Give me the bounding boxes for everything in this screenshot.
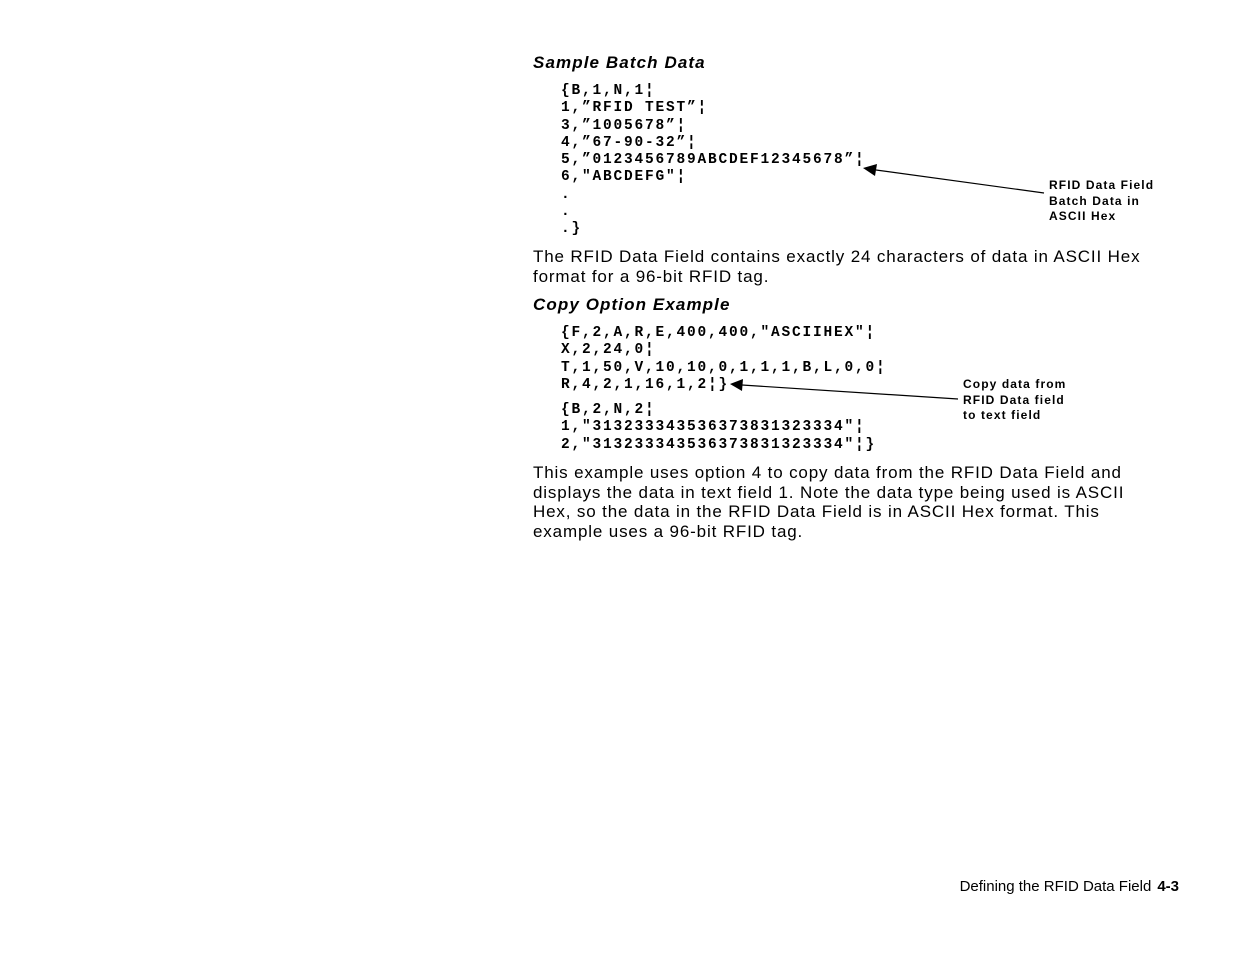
- code-line: .: [561, 186, 572, 203]
- code-line: .: [561, 204, 572, 221]
- code-line: 1,”RFID TEST”¦: [561, 100, 709, 117]
- callout-line: Batch Data in: [1049, 193, 1140, 208]
- callout-line: ASCII Hex: [1049, 209, 1117, 224]
- code-line: 6,"ABCDEFG"¦: [561, 169, 688, 186]
- code-line: R,4,2,1,16,1,2¦}: [561, 376, 730, 393]
- paragraph-line: Hex, so the data in the RFID Data Field is in ASCII Hex format. This: [533, 502, 1100, 522]
- code-line: T,1,50,V,10,10,0,1,1,1,B,L,0,0¦: [561, 359, 887, 376]
- code-line: 1,"313233343536373831323334"¦: [561, 419, 866, 436]
- code-line: 4,”67-90-32”¦: [561, 134, 698, 151]
- code-line: X,2,24,0¦: [561, 342, 656, 359]
- paragraph-line: format for a 96-bit RFID tag.: [533, 266, 770, 286]
- section-heading-sample-batch: Sample Batch Data: [533, 53, 706, 72]
- code-line: {B,2,N,2¦: [561, 402, 656, 418]
- callout-line: Copy data from: [963, 377, 1067, 391]
- section-heading-copy-option: Copy Option Example: [533, 295, 731, 314]
- page-footer: [960, 878, 1179, 895]
- code-line: 2,"313233343536373831323334"¦}: [561, 436, 877, 453]
- page-number: 4-3: [1157, 878, 1179, 895]
- arrow-copy-data: [730, 379, 958, 399]
- paragraph-line: example uses a 96-bit RFID tag.: [533, 522, 804, 542]
- paragraph-line: This example uses option 4 to copy data from the RFID Data Field and: [533, 463, 1122, 482]
- paragraph-line: displays the data in text field 1. Note the data type being used is ASCII: [533, 482, 1125, 502]
- code-line: 5,”0123456789ABCDEF12345678”¦: [561, 152, 866, 169]
- footer-title: Defining the RFID Data Field: [959, 878, 1152, 895]
- code-line: 3,”1005678”¦: [561, 117, 688, 134]
- callout-line: to text field: [963, 408, 1042, 423]
- paragraph-line: The RFID Data Field contains exactly 24 characters of data in ASCII Hex: [533, 247, 1141, 266]
- callout-line: RFID Data field: [963, 392, 1065, 407]
- code-line: .}: [561, 221, 583, 238]
- arrow-rfid-batch-data: [863, 164, 1044, 193]
- code-line: {F,2,A,R,E,400,400,"ASCIIHEX"¦: [561, 325, 877, 341]
- callout-line: RFID Data Field: [1049, 178, 1155, 192]
- code-line: {B,1,N,1¦: [561, 83, 656, 99]
